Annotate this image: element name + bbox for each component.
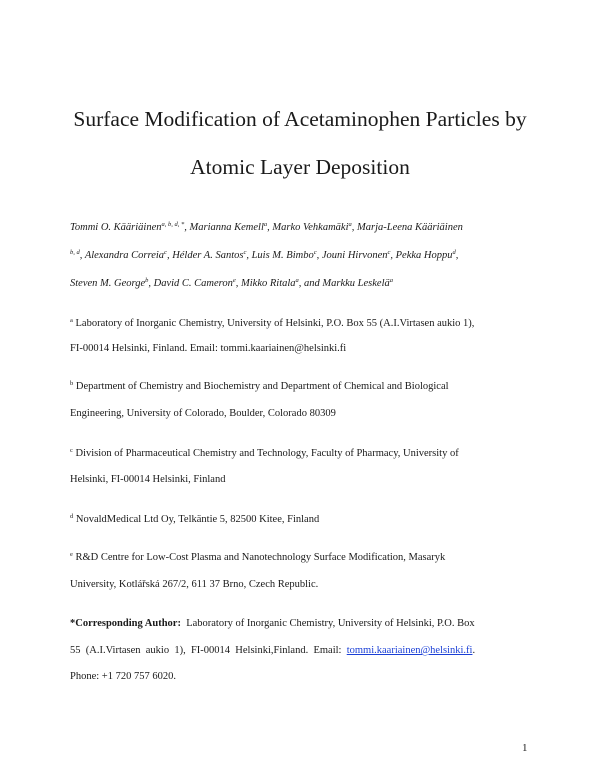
author-affiliation-mark: c — [313, 249, 317, 256]
author-line-3: Steven M. George$^b$, David C. Cameron$^e$, Mikko Ritala$^a$, and Markku Leskelä$^a$ — [70, 277, 394, 289]
affiliation-mark: b — [70, 380, 74, 387]
affiliation-text: Department of Chemistry and Biochemistry and Department of Chemical and Biological — [75, 381, 449, 392]
author-name: David C. Cameron — [153, 278, 233, 289]
author-affiliation-mark: a — [389, 277, 394, 284]
affiliation-a-line-1 — [70, 318, 535, 330]
corresponding-author-label: *Corresponding Author: — [70, 618, 181, 629]
affiliation-mark: e — [70, 551, 73, 558]
author-name: Markku Leskelä — [322, 278, 390, 289]
author-affiliation-mark: a, b, d, * — [161, 221, 185, 228]
affiliation-c-line-1 — [70, 448, 535, 460]
affiliation-mark: c — [70, 447, 73, 454]
author-name: Luis M. Bimbo — [251, 250, 314, 261]
email-suffix: . — [472, 645, 476, 656]
author-name: Jouni Hirvonen — [321, 250, 388, 261]
paper-title-line-1: Surface Modification of Acetaminophen Particles by — [73, 107, 527, 131]
author-name: Hélder A. Santos — [172, 250, 244, 261]
corresponding-email-link[interactable]: tommi.kaariainen@helsinki.fi — [346, 645, 473, 656]
author-name: Pekka Hoppu — [395, 250, 453, 261]
affiliation-c-line-2: Helsinki, FI-00014 Helsinki, Finland — [70, 474, 226, 485]
corresponding-author-line-1 — [70, 619, 535, 630]
author-affiliation-mark: c — [164, 249, 167, 256]
corresponding-author-address: 55 (A.I.Virtasen aukio 1), FI-00014 Helsinki,Finland. Email: — [70, 645, 342, 656]
affiliation-text: Laboratory of Inorganic Chemistry, University of Helsinki, P.O. Box 55 (A.I.Virtasen aukio 1), — [75, 318, 475, 329]
page-number: 1 — [522, 742, 528, 754]
author-affiliation-mark: a — [348, 221, 352, 228]
author-affiliation-mark: d — [452, 249, 456, 256]
corresponding-author-text: Laboratory of Inorganic Chemistry, University of Helsinki, P.O. Box — [186, 618, 475, 629]
affiliation-b-line-2: Engineering, University of Colorado, Boulder, Colorado 80309 — [70, 408, 336, 419]
author-connector: and — [304, 278, 320, 289]
affiliation-b-line-1 — [70, 381, 535, 393]
author-name: Marko Vehkamäki — [272, 222, 349, 233]
author-line-2: $^{b, d}$, Alexandra Correia$^c$, Hélder A. Santos$^c$, Luis M. Bimbo$^c$, Jouni Hirvonen$^c$, Pekka Hoppu$^d$, — [70, 249, 459, 261]
affiliation-text: R&D Centre for Low-Cost Plasma and Nanotechnology Surface Modification, Masaryk — [75, 552, 446, 563]
author-affiliation-mark: e — [232, 277, 236, 284]
affiliation-mark: a — [70, 317, 73, 324]
author-line-1: Tommi O. Kääriäinen$^{a, b, d, *}$, Marianna Kemell$^a$, Marko Vehkamäki$^a$, Marja-Leena Kääriäinen — [70, 221, 463, 233]
affiliation-e-line-2: University, Kotlářská 267/2, 611 37 Brno, Czech Republic. — [70, 579, 319, 590]
author-name: Steven M. George — [70, 278, 146, 289]
affiliation-mark: d — [70, 513, 74, 520]
affiliation-a-line-2: FI-00014 Helsinki, Finland. Email: tommi.kaariainen@helsinki.fi — [70, 343, 347, 354]
author-affiliation-mark: a — [295, 277, 299, 284]
paper-title-line-2: Atomic Layer Deposition — [190, 155, 410, 179]
corresponding-author-phone: Phone: +1 720 757 6020. — [70, 671, 176, 682]
author-affiliation-mark: a — [263, 221, 268, 228]
author-name: Marja-Leena Kääriäinen — [357, 222, 463, 233]
author-affiliation-mark: b — [145, 277, 149, 284]
affiliation-d-line-1 — [70, 514, 535, 526]
affiliation-e-line-1 — [70, 552, 535, 564]
author-affiliation-mark: c — [243, 249, 247, 256]
author-affiliation-mark: c — [387, 249, 391, 256]
author-name: Tommi O. Kääriäinen — [70, 222, 162, 233]
author-name: Marianna Kemell — [189, 222, 264, 233]
corresponding-author-line-2 — [70, 646, 535, 657]
affiliation-text: Division of Pharmaceutical Chemistry and Technology, Faculty of Pharmacy, University of — [75, 448, 459, 459]
author-name: Alexandra Correia — [84, 250, 165, 261]
affiliation-text: NovaldMedical Ltd Oy, Telkäntie 5, 82500 Kitee, Finland — [75, 514, 320, 525]
author-name: Mikko Ritala — [241, 278, 296, 289]
author-affiliation-mark: b, d — [70, 249, 80, 256]
